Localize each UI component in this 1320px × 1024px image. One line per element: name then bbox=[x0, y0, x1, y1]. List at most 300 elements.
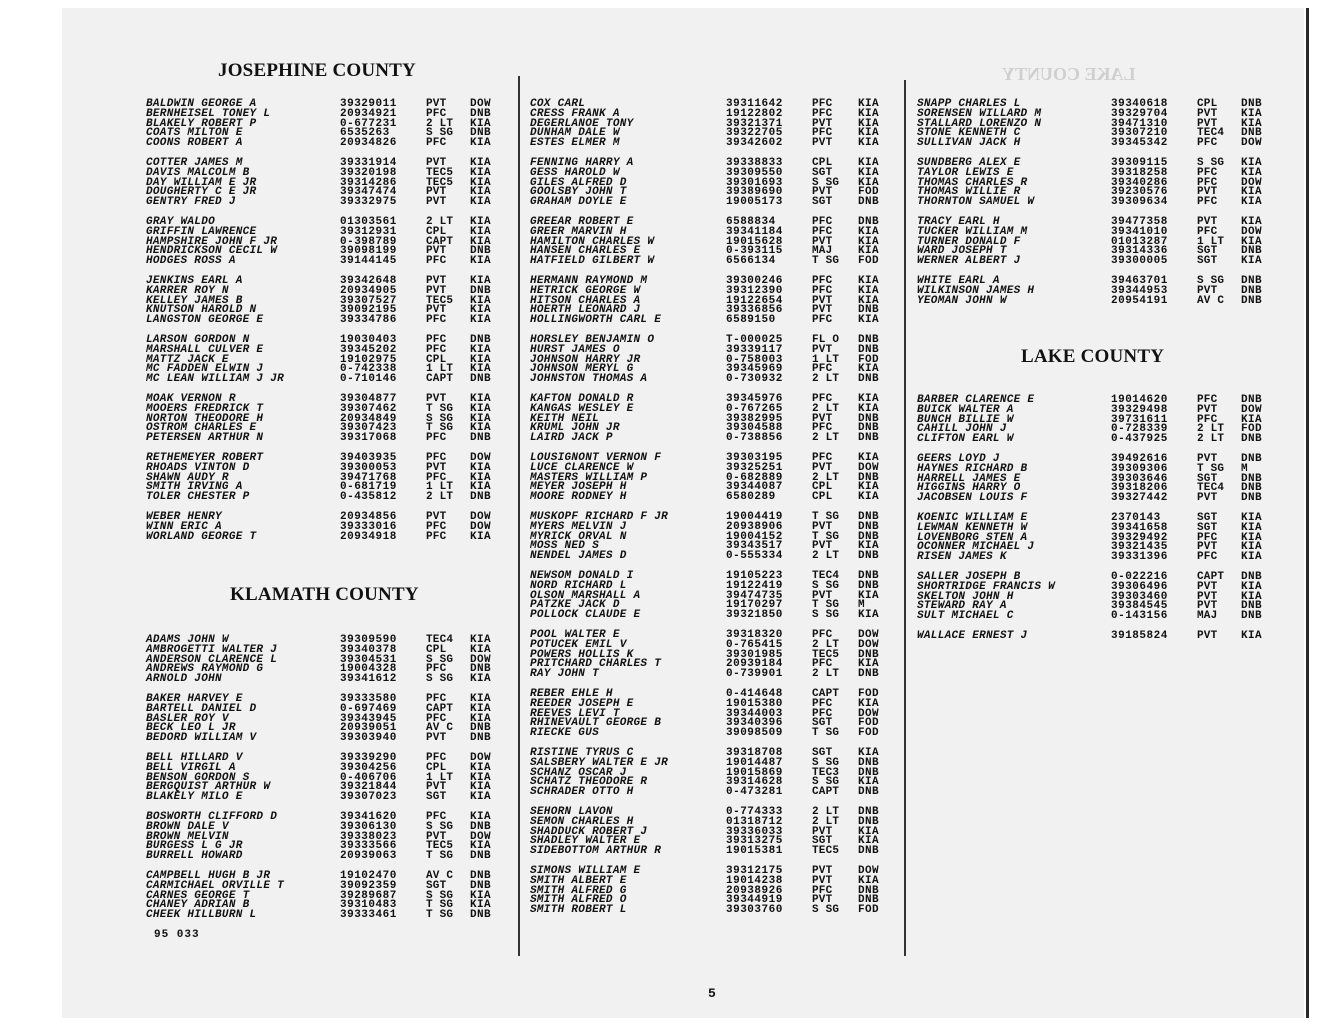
serial-number: 39306130 bbox=[340, 820, 397, 833]
rank: PFC bbox=[1197, 531, 1218, 544]
rank: PFC bbox=[812, 127, 833, 140]
status-code: DOW bbox=[858, 707, 880, 720]
status-code: KIA bbox=[858, 225, 880, 238]
soldier-name: KOENIC WILLIAM E bbox=[917, 512, 1028, 524]
soldier-name: JOHNSON HARRY JR bbox=[530, 353, 641, 366]
status-code: DNB bbox=[470, 432, 492, 445]
serial-number: 39384545 bbox=[1111, 600, 1168, 613]
rank: TEC4 bbox=[1197, 482, 1225, 495]
soldier-name: SHAWN AUDY R bbox=[146, 471, 229, 484]
status-code: DNB bbox=[858, 550, 880, 563]
serial-number: 19170297 bbox=[726, 599, 783, 612]
serial-number: 39463701 bbox=[1111, 275, 1168, 287]
serial-number: 6588834 bbox=[726, 216, 776, 228]
rank: CAPT bbox=[426, 373, 454, 386]
soldier-name: BELL HILLARD V bbox=[146, 752, 243, 764]
rank: PVT bbox=[426, 732, 447, 745]
status-code: KIA bbox=[470, 899, 492, 912]
status-code: KIA bbox=[470, 771, 492, 784]
status-code: KIA bbox=[858, 294, 880, 307]
soldier-name: MARSHALL CULVER E bbox=[146, 343, 264, 356]
status-code: KIA bbox=[1241, 590, 1263, 603]
rank: PVT bbox=[812, 874, 833, 887]
rank: 2 LT bbox=[1197, 433, 1225, 446]
soldier-name: WALLACE ERNEST J bbox=[917, 630, 1028, 642]
serial-number: 0-406706 bbox=[340, 771, 397, 784]
rank: T SG bbox=[426, 850, 454, 863]
soldier-name: SNAPP CHARLES L bbox=[917, 98, 1021, 110]
page-number: 5 bbox=[708, 986, 716, 1001]
status-code: DNB bbox=[470, 373, 492, 386]
soldier-name: MOSS NED S bbox=[530, 540, 600, 553]
soldier-name: HETRICK GEORGE W bbox=[530, 284, 641, 297]
status-code: DNB bbox=[858, 884, 880, 897]
serial-number: 39329498 bbox=[1111, 403, 1168, 416]
soldier-name: JOHNSTON THOMAS A bbox=[530, 373, 648, 386]
serial-number: 39303646 bbox=[1111, 472, 1168, 485]
rank: CAPT bbox=[426, 235, 454, 248]
status-code: DOW bbox=[470, 520, 492, 533]
rank: MAJ bbox=[1197, 610, 1218, 623]
rank: PFC bbox=[426, 520, 447, 533]
serial-number: 19102975 bbox=[340, 353, 397, 366]
status-code: DNB bbox=[1241, 492, 1263, 505]
serial-number: 39344087 bbox=[726, 481, 783, 494]
rank: 2 LT bbox=[426, 216, 454, 228]
status-code: DOW bbox=[470, 511, 492, 523]
soldier-name: BLAKELY MILO E bbox=[146, 791, 243, 804]
rank: 2 LT bbox=[812, 550, 840, 563]
rank: PVT bbox=[812, 137, 833, 150]
status-code: FOD bbox=[1241, 423, 1263, 436]
soldier-name: CRESS FRANK A bbox=[530, 107, 620, 120]
rank: PVT bbox=[1197, 492, 1218, 505]
rank: PVT bbox=[1197, 107, 1218, 120]
serial-number: 39345342 bbox=[1111, 137, 1168, 150]
serial-number: 39403935 bbox=[340, 452, 397, 464]
status-code: DNB bbox=[1241, 294, 1263, 307]
rank: PFC bbox=[812, 393, 833, 405]
soldier-name: SULT MICHAEL C bbox=[917, 610, 1014, 623]
serial-number: 0-742338 bbox=[340, 363, 397, 376]
status-code: KIA bbox=[470, 393, 492, 405]
rank: T SG bbox=[812, 255, 840, 268]
soldier-name: THORNTON SAMUEL W bbox=[917, 196, 1035, 209]
status-code: KIA bbox=[470, 811, 492, 823]
soldier-name: BUNCH BILLIE W bbox=[917, 413, 1014, 426]
serial-number: 39382995 bbox=[726, 412, 783, 425]
soldier-name: WHITE EARL A bbox=[917, 275, 1000, 287]
status-code: DOW bbox=[1241, 137, 1263, 150]
soldier-name: SCHATZ THEODORE R bbox=[530, 776, 648, 789]
soldier-name: BUICK WALTER A bbox=[917, 403, 1014, 416]
soldier-name: ANDREWS RAYMOND G bbox=[146, 663, 264, 676]
status-code: DOW bbox=[1241, 403, 1263, 416]
serial-number: 39340618 bbox=[1111, 98, 1168, 110]
soldier-name: SEHORN LAVON bbox=[530, 806, 613, 818]
soldier-name: SUNDBERG ALEX E bbox=[917, 157, 1021, 169]
status-code: DNB bbox=[858, 570, 880, 582]
rank: PFC bbox=[812, 452, 833, 464]
serial-number: 39338023 bbox=[340, 830, 397, 843]
status-code: KIA bbox=[858, 658, 880, 671]
serial-number: 39303460 bbox=[1111, 590, 1168, 603]
soldier-name: TURNER DONALD F bbox=[917, 235, 1021, 248]
status-code: DOW bbox=[470, 98, 492, 110]
rank: 1 LT bbox=[1197, 235, 1225, 248]
status-code: KIA bbox=[858, 363, 880, 376]
rank: PVT bbox=[1197, 590, 1218, 603]
serial-number: 39329011 bbox=[340, 98, 397, 110]
soldier-name: MC FADDEN ELWIN J bbox=[146, 363, 264, 376]
soldier-name: MATTZ JACK E bbox=[146, 353, 229, 366]
serial-number: 19122654 bbox=[726, 294, 783, 307]
soldier-name: TAYLOR LEWIS E bbox=[917, 166, 1014, 179]
status-code: KIA bbox=[470, 840, 492, 853]
soldier-name: LOVENBORG STEN A bbox=[917, 531, 1028, 544]
rank: 2 LT bbox=[812, 402, 840, 415]
soldier-name: RAY JOHN T bbox=[530, 668, 600, 681]
rank: TEC3 bbox=[812, 766, 840, 779]
rank: 2 LT bbox=[812, 638, 840, 651]
status-code: KIA bbox=[470, 235, 492, 248]
rank: PFC bbox=[426, 712, 447, 725]
status-code: KIA bbox=[858, 481, 880, 494]
serial-number: 0-682889 bbox=[726, 471, 783, 484]
serial-number: 0-414648 bbox=[726, 688, 783, 700]
serial-number: 39342648 bbox=[340, 275, 397, 287]
rank: T SG bbox=[812, 599, 840, 612]
rank: PFC bbox=[426, 811, 447, 823]
status-code: DNB bbox=[1241, 482, 1263, 495]
status-code: KIA bbox=[858, 589, 880, 602]
status-code: KIA bbox=[1241, 255, 1263, 268]
rank: PVT bbox=[812, 117, 833, 130]
soldier-name: GILES ALFRED D bbox=[530, 176, 627, 189]
serial-number: 39341620 bbox=[340, 811, 397, 823]
rank: CPL bbox=[812, 157, 833, 169]
status-code: KIA bbox=[1241, 216, 1263, 228]
soldier-name: BOSWORTH CLIFFORD D bbox=[146, 811, 278, 823]
soldier-name: BELL VIRGIL A bbox=[146, 761, 236, 774]
soldier-name: HARRELL JAMES E bbox=[917, 472, 1021, 485]
soldier-name: GEERS LOYD J bbox=[917, 453, 1000, 465]
status-code: DNB bbox=[470, 850, 492, 863]
status-code: KIA bbox=[470, 304, 492, 317]
rank: PVT bbox=[812, 540, 833, 553]
soldier-name: SCHANZ OSCAR J bbox=[530, 766, 627, 779]
soldier-name: SHORTRIDGE FRANCIS W bbox=[917, 580, 1056, 593]
soldier-name: OCONNER MICHAEL J bbox=[917, 541, 1035, 554]
serial-number: 39309550 bbox=[726, 166, 783, 179]
status-code: DNB bbox=[1241, 453, 1263, 465]
serial-number: 39312175 bbox=[726, 865, 783, 877]
status-code: DOW bbox=[470, 830, 492, 843]
rank: PFC bbox=[426, 471, 447, 484]
serial-number: 19015381 bbox=[726, 845, 783, 858]
rank: PVT bbox=[1197, 580, 1218, 593]
status-code: DNB bbox=[858, 786, 880, 799]
serial-number: 20934905 bbox=[340, 284, 397, 297]
rank: TEC5 bbox=[426, 176, 454, 189]
status-code: KIA bbox=[1241, 196, 1263, 209]
soldier-name: SIMONS WILLIAM E bbox=[530, 865, 641, 877]
status-code: KIA bbox=[470, 255, 492, 268]
status-code: KIA bbox=[470, 471, 492, 484]
status-code: KIA bbox=[858, 491, 880, 504]
soldier-name: HURST JAMES O bbox=[530, 343, 620, 356]
rank: PFC bbox=[1197, 394, 1218, 406]
status-code: KIA bbox=[858, 117, 880, 130]
serial-number: 19105223 bbox=[726, 570, 783, 582]
serial-number: 39318708 bbox=[726, 747, 783, 759]
status-code: KIA bbox=[858, 176, 880, 189]
soldier-name: PETERSEN ARTHUR N bbox=[146, 432, 264, 445]
serial-number: 39307527 bbox=[340, 294, 397, 307]
status-code: DNB bbox=[858, 766, 880, 779]
serial-number: 01303561 bbox=[340, 216, 397, 228]
serial-number: 20954191 bbox=[1111, 294, 1168, 307]
soldier-name: RHOADS VINTON D bbox=[146, 461, 250, 474]
status-code: KIA bbox=[470, 693, 492, 705]
status-code: DNB bbox=[470, 284, 492, 297]
status-code: DNB bbox=[858, 422, 880, 435]
soldier-name: FENNING HARRY A bbox=[530, 157, 634, 169]
rank: S SG bbox=[812, 176, 840, 189]
rank: PFC bbox=[812, 884, 833, 897]
soldier-name: STEWARD RAY A bbox=[917, 600, 1007, 613]
serial-number: 39309306 bbox=[1111, 462, 1168, 475]
rank: PFC bbox=[812, 629, 833, 641]
status-code: KIA bbox=[470, 343, 492, 356]
status-code: KIA bbox=[470, 117, 492, 130]
rank: PFC bbox=[426, 693, 447, 705]
status-code: DNB bbox=[470, 879, 492, 892]
soldier-name: WERNER ALBERT J bbox=[917, 255, 1021, 268]
rank: FL O bbox=[812, 334, 840, 346]
status-code: KIA bbox=[1241, 630, 1263, 642]
rank: AV C bbox=[426, 870, 454, 882]
rank: SGT bbox=[812, 166, 833, 179]
rank: PVT bbox=[426, 275, 447, 287]
soldier-name: DEGERLANOE TONY bbox=[530, 117, 634, 130]
serial-number: 0-767265 bbox=[726, 402, 783, 415]
rank: TEC5 bbox=[812, 648, 840, 661]
rank: CPL bbox=[1197, 98, 1218, 110]
status-code: FOD bbox=[858, 727, 880, 740]
serial-number: 39322705 bbox=[726, 127, 783, 140]
rank: PFC bbox=[1197, 551, 1218, 564]
serial-number: 39389690 bbox=[726, 186, 783, 199]
soldier-name: KELLEY JAMES B bbox=[146, 294, 243, 307]
rank: PVT bbox=[812, 825, 833, 838]
status-code: KIA bbox=[858, 697, 880, 710]
soldier-name: WILKINSON JAMES H bbox=[917, 284, 1035, 297]
status-code: KIA bbox=[470, 530, 492, 543]
status-code: DNB bbox=[858, 471, 880, 484]
status-code: DOW bbox=[470, 653, 492, 666]
status-code: DNB bbox=[470, 107, 492, 120]
status-code: KIA bbox=[858, 166, 880, 179]
status-code: KIA bbox=[1241, 157, 1263, 169]
status-code: KIA bbox=[470, 137, 492, 150]
serial-number: 39303940 bbox=[340, 732, 397, 745]
status-code: KIA bbox=[470, 643, 492, 656]
status-code: KIA bbox=[470, 481, 492, 494]
soldier-name: KEITH NEIL bbox=[530, 412, 600, 425]
serial-number: 39307023 bbox=[340, 791, 397, 804]
status-code: KIA bbox=[470, 781, 492, 794]
soldier-name: PATZKE JACK D bbox=[530, 599, 620, 612]
status-code: DNB bbox=[1241, 245, 1263, 258]
rank: CAPT bbox=[812, 688, 840, 700]
rank: SGT bbox=[1197, 255, 1218, 268]
rank: PFC bbox=[812, 284, 833, 297]
rank: S SG bbox=[426, 673, 454, 686]
soldier-name: STONE KENNETH C bbox=[917, 127, 1021, 140]
serial-number: 39336856 bbox=[726, 304, 783, 317]
soldier-name: REBER EHLE H bbox=[530, 688, 613, 700]
soldier-name: ANDERSON CLARENCE L bbox=[146, 653, 278, 666]
rank: SGT bbox=[1197, 521, 1218, 534]
serial-number: 39345969 bbox=[726, 363, 783, 376]
status-code: DNB bbox=[858, 806, 880, 818]
serial-number: 0-710146 bbox=[340, 373, 397, 386]
status-code: KIA bbox=[858, 835, 880, 848]
soldier-name: MOAK VERNON R bbox=[146, 393, 236, 405]
serial-number: 39309590 bbox=[340, 634, 397, 646]
serial-number: 39492616 bbox=[1111, 453, 1168, 465]
rank: PVT bbox=[812, 894, 833, 907]
status-code: KIA bbox=[1241, 107, 1263, 120]
serial-number: 39331914 bbox=[340, 157, 397, 169]
status-code: KIA bbox=[858, 825, 880, 838]
serial-number: 39306496 bbox=[1111, 580, 1168, 593]
soldier-name: COONS ROBERT A bbox=[146, 137, 243, 150]
status-code: KIA bbox=[1241, 166, 1263, 179]
serial-number: 39317068 bbox=[340, 432, 397, 445]
soldier-name: TOLER CHESTER P bbox=[146, 491, 250, 504]
status-code: KIA bbox=[858, 245, 880, 258]
rank: PVT bbox=[426, 393, 447, 405]
status-code: DNB bbox=[858, 334, 880, 346]
rank: PVT bbox=[426, 284, 447, 297]
serial-number: 19102470 bbox=[340, 870, 397, 882]
soldier-name: ADAMS JOHN W bbox=[146, 634, 229, 646]
serial-number: 39309115 bbox=[1111, 157, 1168, 169]
status-code: KIA bbox=[858, 393, 880, 405]
soldier-name: DUNHAM DALE W bbox=[530, 127, 620, 140]
rank: PFC bbox=[812, 697, 833, 710]
rank: 2 LT bbox=[812, 373, 840, 386]
serial-number: 0-435812 bbox=[340, 491, 397, 504]
rank: PVT bbox=[812, 294, 833, 307]
rank: TEC5 bbox=[426, 840, 454, 853]
serial-number: 39341010 bbox=[1111, 225, 1168, 238]
rank: PFC bbox=[426, 663, 447, 676]
status-code: DNB bbox=[470, 870, 492, 882]
rank: PVT bbox=[812, 412, 833, 425]
soldier-name: GRIFFIN LAWRENCE bbox=[146, 225, 257, 238]
status-code: DNB bbox=[858, 196, 880, 209]
rank: PVT bbox=[426, 511, 447, 523]
josephine-county-heading: JOSEPHINE COUNTY bbox=[218, 60, 416, 81]
document-page bbox=[62, 8, 1304, 1018]
serial-number: 39340378 bbox=[340, 643, 397, 656]
rank: 2 LT bbox=[1197, 423, 1225, 436]
rank: PVT bbox=[1197, 600, 1218, 613]
serial-number: 39731611 bbox=[1111, 413, 1168, 426]
serial-number: 0-393115 bbox=[726, 245, 783, 258]
soldier-name: OSTROM CHARLES E bbox=[146, 422, 257, 435]
rank: PVT bbox=[426, 186, 447, 199]
serial-number: 20934826 bbox=[340, 137, 397, 150]
rank: SGT bbox=[1197, 472, 1218, 485]
soldier-name: HENDRICKSON CECIL W bbox=[146, 245, 278, 258]
serial-number: 39309634 bbox=[1111, 196, 1168, 209]
soldier-name: CARMICHAEL ORVILLE T bbox=[146, 879, 285, 892]
status-code: DOW bbox=[858, 629, 880, 641]
serial-number: 39471768 bbox=[340, 471, 397, 484]
soldier-name: CHANEY ADRIAN B bbox=[146, 899, 250, 912]
status-code: KIA bbox=[858, 747, 880, 759]
status-code: KIA bbox=[470, 422, 492, 435]
status-code: DNB bbox=[1241, 127, 1263, 140]
rank: PFC bbox=[426, 334, 447, 346]
status-code: DNB bbox=[858, 511, 880, 523]
rank: 2 LT bbox=[426, 491, 454, 504]
rank: PVT bbox=[812, 520, 833, 533]
rank: PFC bbox=[812, 707, 833, 720]
serial-number: 39312931 bbox=[340, 225, 397, 238]
soldier-name: NORTON THEODORE H bbox=[146, 412, 264, 425]
soldier-name: KRUML JOHN JR bbox=[530, 422, 620, 435]
status-code: KIA bbox=[470, 412, 492, 425]
soldier-name: ESTES ELMER M bbox=[530, 137, 620, 150]
status-code: KIA bbox=[1241, 541, 1263, 554]
serial-number: 39334786 bbox=[340, 314, 397, 327]
soldier-name: HAMPSHIRE JOHN F JR bbox=[146, 235, 278, 248]
status-code: KIA bbox=[858, 314, 880, 327]
rank: 2 LT bbox=[812, 668, 840, 681]
soldier-name: BROWN MELVIN bbox=[146, 830, 229, 843]
serial-number: 39471310 bbox=[1111, 117, 1168, 130]
serial-number: 39304877 bbox=[340, 393, 397, 405]
rank: PFC bbox=[426, 752, 447, 764]
serial-number: 39477358 bbox=[1111, 216, 1168, 228]
serial-number: 0-739901 bbox=[726, 668, 783, 681]
rank: PVT bbox=[812, 589, 833, 602]
rank: S SG bbox=[1197, 157, 1225, 169]
status-code: KIA bbox=[470, 461, 492, 474]
rank: 1 LT bbox=[426, 481, 454, 494]
serial-number: 39345202 bbox=[340, 343, 397, 356]
rank: S SG bbox=[426, 412, 454, 425]
serial-number: 39340396 bbox=[726, 717, 783, 730]
status-code: DNB bbox=[858, 373, 880, 386]
soldier-name: RISEN JAMES K bbox=[917, 551, 1007, 564]
klamath-county-heading: KLAMATH COUNTY bbox=[230, 584, 419, 605]
serial-number: 39092359 bbox=[340, 879, 397, 892]
soldier-name: MOOERS FREDRICK T bbox=[146, 402, 264, 415]
rank: PVT bbox=[426, 304, 447, 317]
serial-number: 19014238 bbox=[726, 874, 783, 887]
serial-number: 39303760 bbox=[726, 904, 783, 917]
rank: T SG bbox=[812, 727, 840, 740]
soldier-name: POWERS HOLLIS K bbox=[530, 648, 634, 661]
status-code: DNB bbox=[858, 412, 880, 425]
soldier-name: GREEAR ROBERT E bbox=[530, 216, 634, 228]
